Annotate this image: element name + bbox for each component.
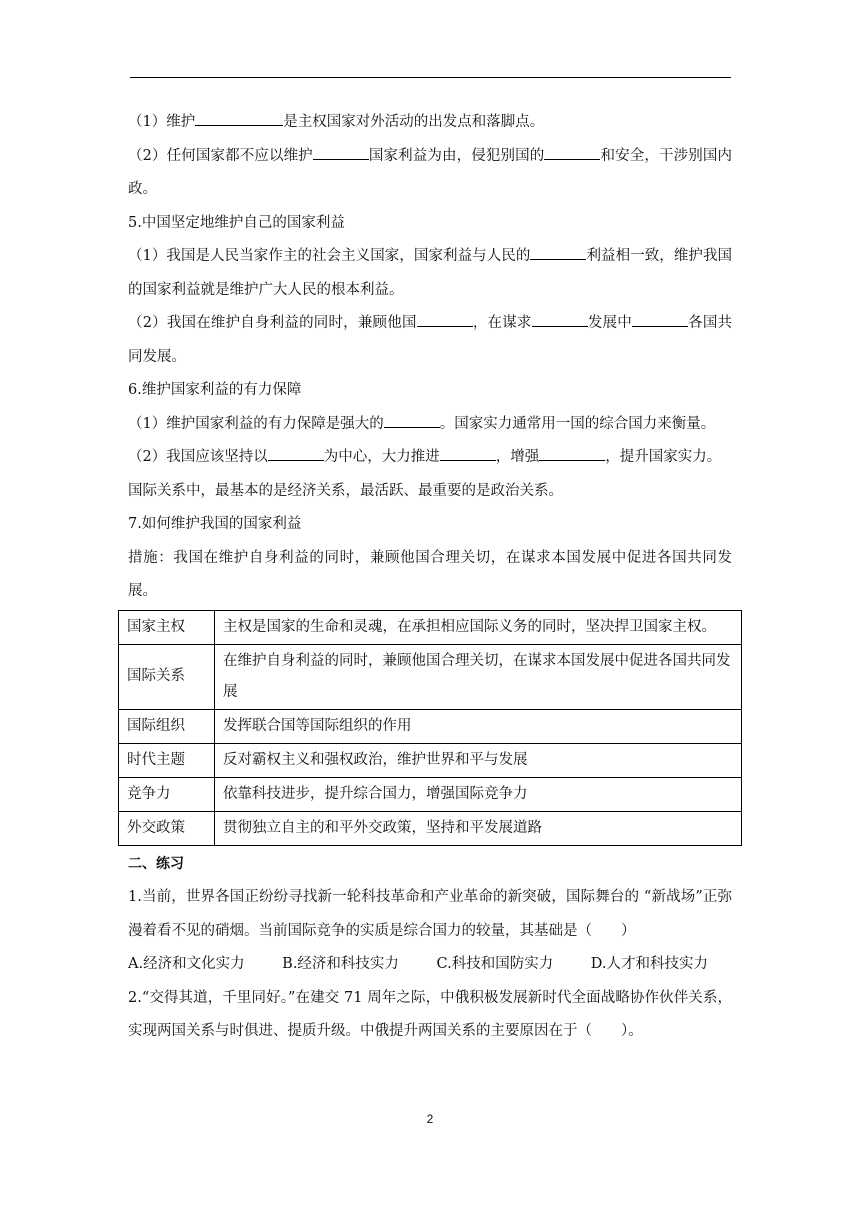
fill-blank[interactable] [632,308,688,327]
s5-item-1: （1）我国是人民当家作主的社会主义国家，国家利益与人民的 利益相一致，维护我国的国家利益就是维护广大人民的根本利益。 [128,240,732,307]
table-row: 国际关系 在维护自身利益的同时，兼顾他国合理关切，在谋求本国发展中促进各国共同发展 [119,644,742,709]
fill-blank[interactable] [530,241,586,260]
table-row: 国家主权 主权是国家的生命和灵魂，在承担相应国际义务的同时，坚决捍卫国家主权。 [119,610,742,644]
fill-blank[interactable] [195,107,283,126]
question-1-options [128,948,732,982]
option-b[interactable]: B.经济和科技实力 [282,956,399,972]
page-number: 2 [426,1112,434,1126]
practice-title: 二、练习 [128,855,184,872]
question-2: 2.“交得其道，千里同好。”在建交 71 周年之际，中俄积极发展新时代全面战略协作伙伴关系，实现两国关系与时俱进、提质升级。中俄提升两国关系的主要原因在于（ ）。 [128,989,732,1039]
document-body [128,106,732,1049]
s6-title: 6.维护国家利益的有力保障 [128,382,302,398]
s6-item-2: （2）我国应该坚持以 为中心，大力推进 ，增强 ，提升国家实力。 [128,441,732,475]
s7-title: 7.如何维护我国的国家利益 [128,516,302,532]
fill-blank[interactable] [268,442,324,461]
s5-item-2: （2）我国在维护自身利益的同时，兼顾他国 ，在谋求 发展中 各国共同发展。 [128,307,732,374]
summary-table [118,610,742,846]
s4-item-2: （2）任何国家都不应以维护 国家利益为由，侵犯别国的 和安全，干涉别国内政。 [128,140,732,207]
option-a[interactable]: A.经济和文化实力 [128,956,245,972]
option-c[interactable]: C.科技和国防实力 [436,956,554,972]
fill-blank[interactable] [440,442,496,461]
header-rule [130,77,731,78]
s7-measure: 措施：我国在维护自身利益的同时，兼顾他国合理关切，在谋求本国发展中促进各国共同发展。 [128,549,732,599]
table-row: 国际组织 发挥联合国等国际组织的作用 [119,709,742,743]
s4-item-1: （1）维护 是主权国家对外活动的出发点和落脚点。 [128,106,732,140]
fill-blank[interactable] [544,141,600,160]
s5-title: 5.中国坚定地维护自己的国家利益 [128,214,345,231]
fill-blank[interactable] [384,409,440,428]
s6-item-1: （1）维护国家利益的有力保障是强大的 。国家实力通常用一国的综合国力来衡量。 [128,408,732,442]
table-row: 竞争力 依靠科技进步，提升综合国力，增强国际竞争力 [119,777,742,811]
option-d[interactable]: D.人才和科技实力 [590,956,708,972]
fill-blank[interactable] [539,442,605,461]
s6-note: 国际关系中，最基本的是经济关系，最活跃、最重要的是政治关系。 [128,482,563,499]
fill-blank[interactable] [313,141,369,160]
fill-blank[interactable] [532,308,588,327]
fill-blank[interactable] [417,308,473,327]
table-row: 时代主题 反对霸权主义和强权政治，维护世界和平与发展 [119,743,742,777]
question-1: 1.当前，世界各国正纷纷寻找新一轮科技革命和产业革命的新突破，国际舞台的 “新战场”正弥漫着看不见的硝烟。当前国际竞争的实质是综合国力的较量，其基础是（ ） [128,889,732,939]
table-row: 外交政策 贯彻独立自主的和平外交政策，坚持和平发展道路 [119,811,742,845]
